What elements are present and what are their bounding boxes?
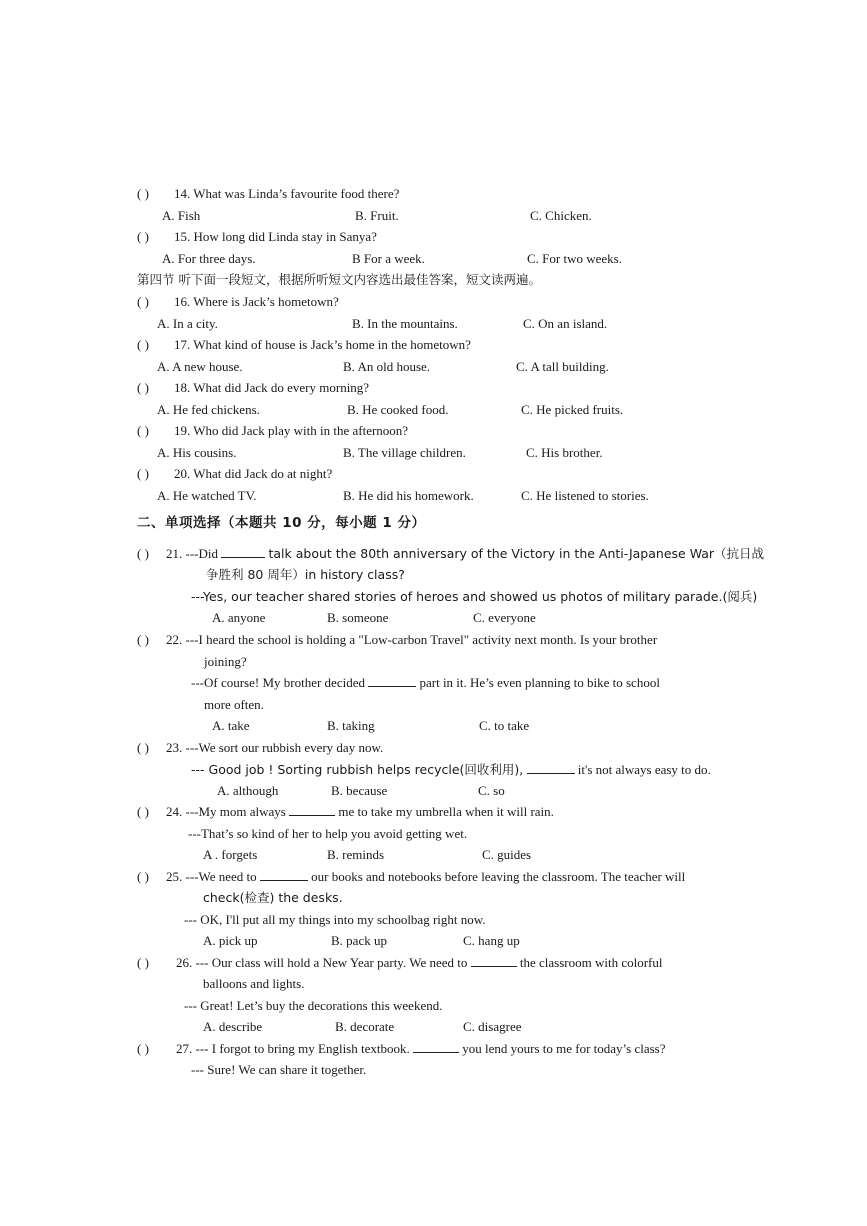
option-25-b: B. pack up bbox=[331, 933, 387, 948]
question-text: What did Jack do every morning? bbox=[193, 380, 370, 395]
question-number: 26. bbox=[176, 955, 193, 970]
question-number: 15. bbox=[174, 229, 191, 244]
answer-paren-16: ( ) bbox=[137, 294, 149, 309]
answer-paren-15: ( ) bbox=[137, 229, 149, 244]
answer-paren-20: ( ) bbox=[137, 466, 149, 481]
question-text: What kind of house is Jack’s home in the hometown? bbox=[193, 337, 471, 352]
question-number: 21. bbox=[166, 546, 183, 561]
question-21-line-3: ---Yes, our teacher shared stories of heroes and showed us photos of military parade.(阅兵) bbox=[191, 589, 758, 604]
option-17-a: A. A new house. bbox=[157, 359, 243, 374]
question-text: --- Good job ! Sorting rubbish helps recycle(回收利用), bbox=[191, 762, 524, 777]
question-15 bbox=[174, 229, 377, 245]
option-18-c: C. He picked fruits. bbox=[521, 402, 624, 417]
question-19 bbox=[174, 423, 408, 439]
option-19-a: A. His cousins. bbox=[157, 445, 237, 460]
option-20-a: A. He watched TV. bbox=[157, 488, 257, 503]
question-text: talk about the 80th anniversary of the Victory in the Anti-Japanese War（抗日战 bbox=[268, 546, 765, 561]
question-number: 19. bbox=[174, 423, 191, 438]
question-21-line-1 bbox=[166, 546, 764, 562]
answer-blank bbox=[289, 804, 335, 816]
question-number: 25. bbox=[166, 869, 183, 884]
answer-paren-14: ( ) bbox=[137, 186, 149, 201]
question-text: --- Our class will hold a New Year party. We need to bbox=[195, 955, 468, 970]
question-20 bbox=[174, 466, 332, 482]
question-26-line-3: --- Great! Let’s buy the decorations this weekend. bbox=[184, 998, 443, 1013]
question-16 bbox=[174, 294, 339, 310]
question-text: --- I forgot to bring my English textbook. bbox=[195, 1041, 410, 1056]
option-25-a: A. pick up bbox=[203, 933, 258, 948]
question-number: 27. bbox=[176, 1041, 193, 1056]
question-text: the classroom with colorful bbox=[519, 955, 663, 970]
question-24-line-2: ---That’s so kind of her to help you avoid getting wet. bbox=[188, 826, 468, 841]
option-15-a: A. For three days. bbox=[162, 251, 256, 266]
question-text: Who did Jack play with in the afternoon? bbox=[193, 423, 409, 438]
option-20-b: B. He did his homework. bbox=[343, 488, 474, 503]
answer-paren-26: ( ) bbox=[137, 955, 149, 970]
option-20-c: C. He listened to stories. bbox=[521, 488, 649, 503]
question-22-line-2: joining? bbox=[204, 654, 247, 669]
answer-blank bbox=[221, 546, 265, 558]
question-number: 17. bbox=[174, 337, 191, 352]
option-19-b: B. The village children. bbox=[343, 445, 466, 460]
option-16-b: B. In the mountains. bbox=[352, 316, 458, 331]
option-21-c: C. everyone bbox=[473, 610, 536, 625]
section-4-instructions: 第四节 听下面一段短文，根据所听短文内容选出最佳答案，短文读两遍。 bbox=[137, 272, 541, 287]
answer-paren-18: ( ) bbox=[137, 380, 149, 395]
question-18 bbox=[174, 380, 369, 396]
answer-paren-25: ( ) bbox=[137, 869, 149, 884]
answer-blank bbox=[471, 955, 517, 967]
question-21-line-2: 争胜利 80 周年）in history class? bbox=[206, 567, 405, 582]
answer-blank bbox=[413, 1041, 459, 1053]
option-26-a: A. describe bbox=[203, 1019, 263, 1034]
question-number: 24. bbox=[166, 804, 183, 819]
question-text: ---My mom always bbox=[185, 804, 286, 819]
question-25-line-1 bbox=[166, 869, 685, 885]
question-24-line-1 bbox=[166, 804, 554, 820]
question-number: 22. bbox=[166, 632, 183, 647]
option-26-b: B. decorate bbox=[335, 1019, 395, 1034]
option-25-c: C. hang up bbox=[463, 933, 520, 948]
question-text: it's not always easy to do. bbox=[577, 762, 711, 777]
answer-paren-21: ( ) bbox=[137, 546, 149, 561]
question-22-line-3 bbox=[191, 675, 660, 691]
answer-paren-19: ( ) bbox=[137, 423, 149, 438]
question-text: our books and notebooks before leaving the classroom. The teacher will bbox=[311, 869, 686, 884]
question-number: 16. bbox=[174, 294, 191, 309]
option-21-a: A. anyone bbox=[212, 610, 266, 625]
question-text: me to take my umbrella when it will rain. bbox=[338, 804, 554, 819]
answer-paren-23: ( ) bbox=[137, 740, 149, 755]
option-14-c: C. Chicken. bbox=[530, 208, 592, 223]
question-text: What was Linda’s favourite food there? bbox=[193, 186, 400, 201]
question-25-line-3: --- OK, I'll put all my things into my schoolbag right now. bbox=[184, 912, 486, 927]
question-text: ---We sort our rubbish every day now. bbox=[185, 740, 384, 755]
question-22-line-4: more often. bbox=[204, 697, 264, 712]
question-26-line-1 bbox=[176, 955, 663, 971]
answer-blank bbox=[368, 675, 416, 687]
option-17-c: C. A tall building. bbox=[516, 359, 609, 374]
option-14-b: B. Fruit. bbox=[355, 208, 399, 223]
option-21-b: B. someone bbox=[327, 610, 389, 625]
part-2-heading: 二、单项选择（本题共 10 分，每小题 1 分） bbox=[137, 515, 426, 531]
answer-paren-27: ( ) bbox=[137, 1041, 149, 1056]
question-text: ---Of course! My brother decided bbox=[191, 675, 365, 690]
question-text: How long did Linda stay in Sanya? bbox=[193, 229, 377, 244]
question-23-line-1 bbox=[166, 740, 383, 756]
question-text: you lend yours to me for today’s class? bbox=[462, 1041, 666, 1056]
question-17 bbox=[174, 337, 471, 353]
option-22-a: A. take bbox=[212, 718, 250, 733]
option-18-b: B. He cooked food. bbox=[347, 402, 449, 417]
question-27-line-2: --- Sure! We can share it together. bbox=[191, 1062, 367, 1077]
option-14-a: A. Fish bbox=[162, 208, 201, 223]
option-17-b: B. An old house. bbox=[343, 359, 431, 374]
option-23-b: B. because bbox=[331, 783, 388, 798]
question-number: 20. bbox=[174, 466, 191, 481]
question-number: 14. bbox=[174, 186, 191, 201]
option-23-a: A. although bbox=[217, 783, 279, 798]
question-25-line-2: check(检查) the desks. bbox=[203, 890, 343, 905]
option-24-c: C. guides bbox=[482, 847, 532, 862]
option-16-a: A. In a city. bbox=[157, 316, 218, 331]
option-23-c: C. so bbox=[478, 783, 505, 798]
option-24-a: A . forgets bbox=[203, 847, 258, 862]
question-27-line-1 bbox=[176, 1041, 666, 1057]
answer-blank bbox=[527, 762, 575, 774]
option-26-c: C. disagree bbox=[463, 1019, 522, 1034]
answer-paren-22: ( ) bbox=[137, 632, 149, 647]
option-24-b: B. reminds bbox=[327, 847, 385, 862]
question-text: ---I heard the school is holding a "Low-carbon Travel" activity next month. Is your brother bbox=[185, 632, 658, 647]
question-26-line-2: balloons and lights. bbox=[203, 976, 305, 991]
answer-paren-17: ( ) bbox=[137, 337, 149, 352]
question-number: 23. bbox=[166, 740, 183, 755]
answer-blank bbox=[260, 869, 308, 881]
question-14 bbox=[174, 186, 399, 202]
question-text: part in it. He’s even planning to bike to school bbox=[419, 675, 660, 690]
question-text: Where is Jack’s hometown? bbox=[193, 294, 339, 309]
option-16-c: C. On an island. bbox=[523, 316, 608, 331]
option-22-c: C. to take bbox=[479, 718, 530, 733]
option-18-a: A. He fed chickens. bbox=[157, 402, 260, 417]
answer-paren-24: ( ) bbox=[137, 804, 149, 819]
question-text: ---We need to bbox=[185, 869, 257, 884]
question-22-line-1 bbox=[166, 632, 657, 648]
question-23-line-2 bbox=[191, 762, 711, 778]
option-22-b: B. taking bbox=[327, 718, 375, 733]
question-text: ---Did bbox=[185, 546, 218, 561]
option-15-b: B For a week. bbox=[352, 251, 425, 266]
question-text: What did Jack do at night? bbox=[193, 466, 333, 481]
option-15-c: C. For two weeks. bbox=[527, 251, 622, 266]
option-19-c: C. His brother. bbox=[526, 445, 603, 460]
question-number: 18. bbox=[174, 380, 191, 395]
